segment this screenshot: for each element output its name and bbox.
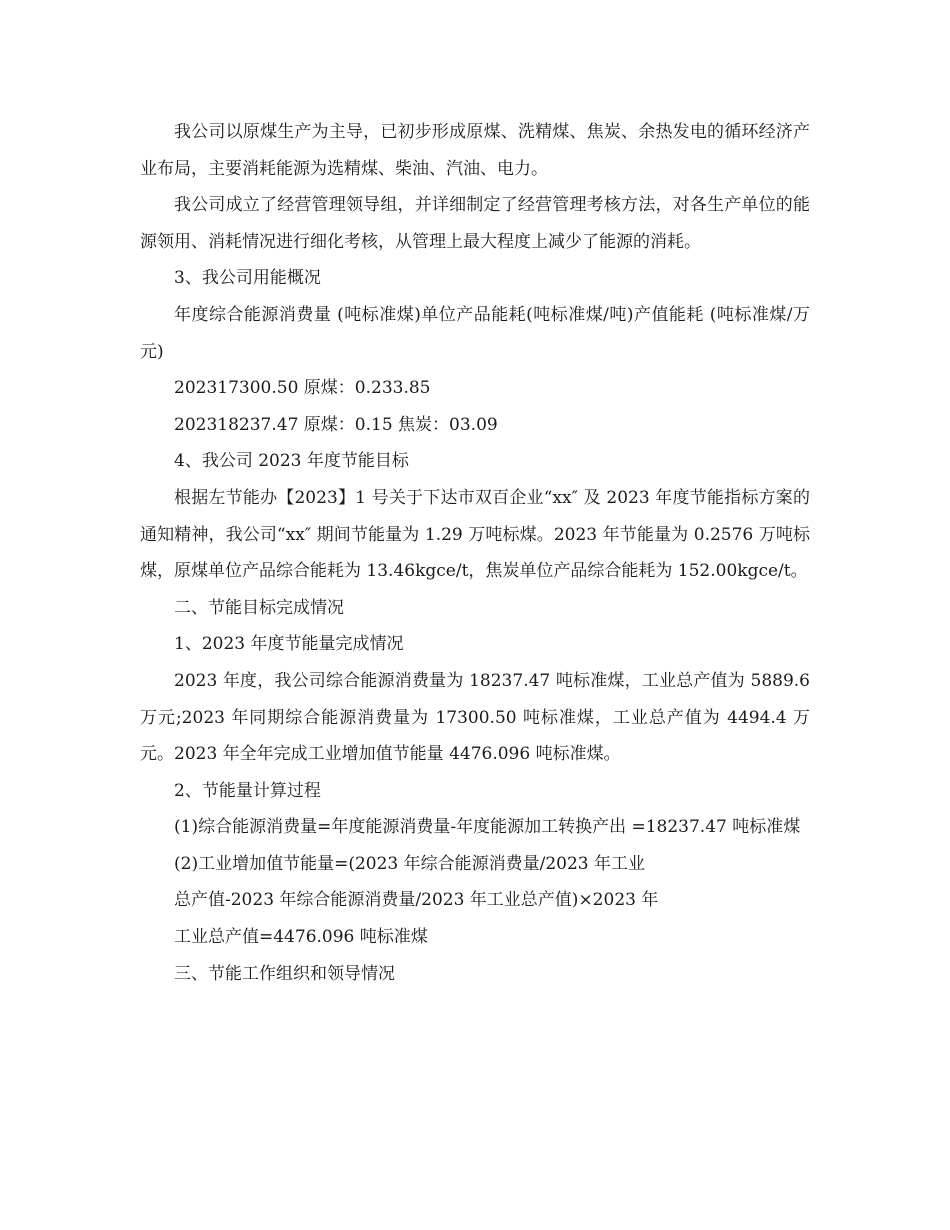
paragraph-management-group: 我公司成立了经营管理领导组，并详细制定了经营管理考核方法，对各生产单位的能源领用、消耗情况进行细化考核，从管理上最大程度上减少了能源的消耗。 [140,195,810,252]
heading-organization: 三、节能工作组织和领导情况 [174,963,395,984]
paragraph-table-header: 年度综合能源消费量 (吨标准煤)单位产品能耗(吨标准煤/吨)产值能耗 (吨标准煤/万元) [140,304,810,362]
document-body [140,114,810,992]
paragraph-row-2023-b: 202318237.47 原煤：0.15 焦炭：03.09 [174,414,498,435]
paragraph-formula-2-line-2: 总产值-2023 年综合能源消费量/2023 年工业总产值)×2023 年 [174,890,659,911]
heading-2023-savings: 1、2023 年度节能量完成情况 [174,634,404,655]
paragraph-target-detail: 根据左节能办【2023】1 号关于下达市双百企业“xx″ 及 2023 年度节能指标方案的通知精神，我公司“xx″ 期间节能量为 1.29 万吨标煤。2023 年节能量为 0.2576 万吨标煤，原煤单位产品综合能耗为 13.46kgce/t，焦炭单位产品综合能耗为 152.00kgce/t。 [140,487,810,582]
heading-2023-target: 4、我公司 2023 年度节能目标 [174,451,409,472]
heading-calculation: 2、节能量计算过程 [174,780,321,801]
paragraph-formula-1: (1)综合能源消费量=年度能源消费量-年度能源加工转换产出 =18237.47 吨标准煤 [174,817,801,838]
paragraph-formula-2-line-3: 工业总产值=4476.096 吨标准煤 [174,927,428,948]
paragraph-savings-detail: 2023 年度，我公司综合能源消费量为 18237.47 吨标准煤，工业总产值为 5889.6 万元;2023 年同期综合能源消费量为 17300.50 吨标准煤，工业总产值为 4494.4 万元。2023 年全年完成工业增加值节能量 4476.096 吨标准煤。 [140,670,810,765]
heading-completion: 二、节能目标完成情况 [174,597,344,618]
paragraph-formula-2-line-1: (2)工业增加值节能量=(2023 年综合能源消费量/2023 年工业 [174,853,646,874]
paragraph-industry-layout: 我公司以原煤生产为主导，已初步形成原煤、洗精煤、焦炭、余热发电的循环经济产业布局，主要消耗能源为选精煤、柴油、汽油、电力。 [140,122,810,179]
heading-energy-overview: 3、我公司用能概况 [174,268,321,289]
paragraph-row-2023-a: 202317300.50 原煤：0.233.85 [174,378,431,399]
